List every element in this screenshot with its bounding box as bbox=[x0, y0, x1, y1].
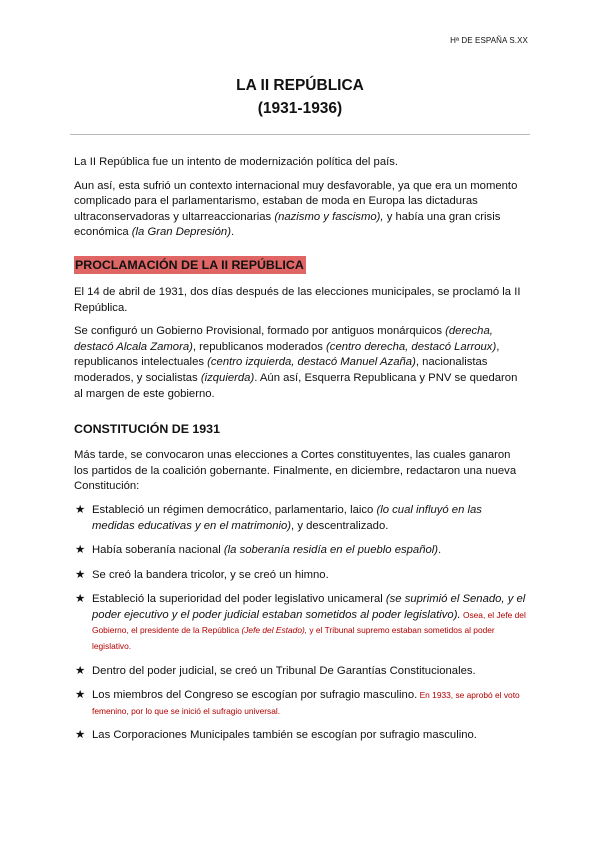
text-run-italic: (lo cual influyó en las medidas educativas y en el matrimonio) bbox=[92, 503, 482, 532]
list-item bbox=[74, 688, 526, 719]
list-item bbox=[74, 503, 526, 534]
text-run-italic: (centro izquierda, destacó Manuel Azaña) bbox=[207, 356, 416, 369]
section-heading-proclamation: PROCLAMACIÓN DE LA II REPÚBLICA bbox=[75, 257, 304, 272]
text-run-italic: (centro derecha, destacó Larroux) bbox=[326, 340, 497, 353]
title-line-2: (1931-1936) bbox=[257, 100, 343, 117]
section-heading-constitution: CONSTITUCIÓN DE 1931 bbox=[74, 422, 220, 437]
text-run: , nacionalistas moderados, y socialistas bbox=[74, 356, 488, 384]
star-bullet-icon: ★ bbox=[75, 503, 86, 516]
list-item bbox=[74, 543, 526, 559]
text-run-italic: (nazismo y fascismo), bbox=[274, 210, 387, 223]
proclamation-paragraph-1: El 14 de abril de 1931, dos días después de las elecciones municipales, se proclamó la II República. bbox=[74, 285, 521, 314]
list-item bbox=[74, 592, 526, 654]
list-item bbox=[74, 568, 526, 584]
text-run: y había una gran crisis económica bbox=[74, 210, 501, 239]
star-bullet-icon: ★ bbox=[75, 593, 86, 606]
text-run: Estableció un régimen democrático, parlamentario, laico bbox=[92, 503, 377, 516]
intro-paragraph-2 bbox=[74, 179, 526, 241]
intro-paragraph-1: La II República fue un intento de modernización política del país. bbox=[74, 156, 399, 168]
running-header: Hª DE ESPAÑA S.XX bbox=[450, 36, 528, 45]
text-run: , republicanos moderados bbox=[192, 340, 327, 353]
star-bullet-icon: ★ bbox=[75, 568, 86, 581]
text-run: . Aún así, Esquerra Republicana y PNV se quedaron al margen de este gobierno. bbox=[74, 371, 518, 400]
list-item bbox=[74, 728, 526, 744]
text-run-italic: (izquierda) bbox=[200, 371, 255, 384]
list-item bbox=[74, 664, 526, 680]
note-run-italic: (Jefe del Estado), bbox=[241, 625, 308, 636]
text-run-italic: (la soberanía residía en el pueblo español) bbox=[223, 544, 439, 557]
note-run: Osea, el Jefe del Gobierno, el presidente de la República bbox=[92, 609, 526, 636]
text-run: , republicanos intelectuales bbox=[74, 340, 500, 369]
red-note: En 1933, se aprobó el voto femenino, por lo que se inició el sufragio universal. bbox=[92, 690, 520, 716]
text-run: Estableció la superioridad del poder legislativo unicameral bbox=[92, 593, 386, 606]
note-run: y el Tribunal supremo estaban sometidos al poder legislativo. bbox=[92, 625, 495, 652]
text-run: Aun así, esta sufrió un contexto internacional muy desfavorable, ya que era un momento complicado para el parlamentarismo, estaban de moda en Europa las dictaduras ultraconservadoras y ultarreaccionarias bbox=[74, 179, 518, 223]
star-bullet-icon: ★ bbox=[75, 689, 86, 702]
document-body bbox=[74, 155, 526, 753]
text-run-italic: (se suprimió el Senado, y el poder ejecutivo y el poder judicial estaban sometidos al poder legislativo). bbox=[92, 593, 526, 621]
text-run: . bbox=[230, 226, 235, 239]
text-run: Dentro del poder judicial, se creó un Tribunal De Garantías Constitucionales. bbox=[92, 664, 476, 677]
text-run: Había soberanía nacional bbox=[92, 544, 224, 557]
text-run: Las Corporaciones Municipales también se escogían por sufragio masculino. bbox=[92, 729, 477, 742]
star-bullet-icon: ★ bbox=[75, 544, 86, 557]
text-run: Los miembros del Congreso se escogían por sufragio masculino. bbox=[92, 689, 418, 702]
page-title bbox=[0, 74, 600, 120]
star-bullet-icon: ★ bbox=[75, 729, 86, 742]
text-run: . bbox=[438, 544, 442, 557]
text-run: Se creó la bandera tricolor, y se creó un himno. bbox=[92, 568, 329, 581]
title-line-1: LA II REPÚBLICA bbox=[236, 77, 364, 94]
text-run-italic: (derecha, destacó Alcala Zamora) bbox=[74, 325, 493, 353]
star-bullet-icon: ★ bbox=[75, 664, 86, 677]
text-run: Se configuró un Gobierno Provisional, formado por antiguos monárquicos bbox=[74, 325, 446, 338]
text-run: , y descentralizado. bbox=[291, 519, 389, 532]
text-run-italic: (la Gran Depresión) bbox=[131, 226, 231, 239]
title-divider bbox=[70, 134, 530, 135]
constitution-bullet-list bbox=[74, 503, 526, 744]
proclamation-paragraph-2 bbox=[74, 324, 526, 402]
constitution-paragraph-1: Más tarde, se convocaron unas elecciones a Cortes constituyentes, las cuales ganaron los partidos de la coalición gobernante. Finalmente, en diciembre, redactaron una nueva Constitución: bbox=[74, 449, 517, 493]
